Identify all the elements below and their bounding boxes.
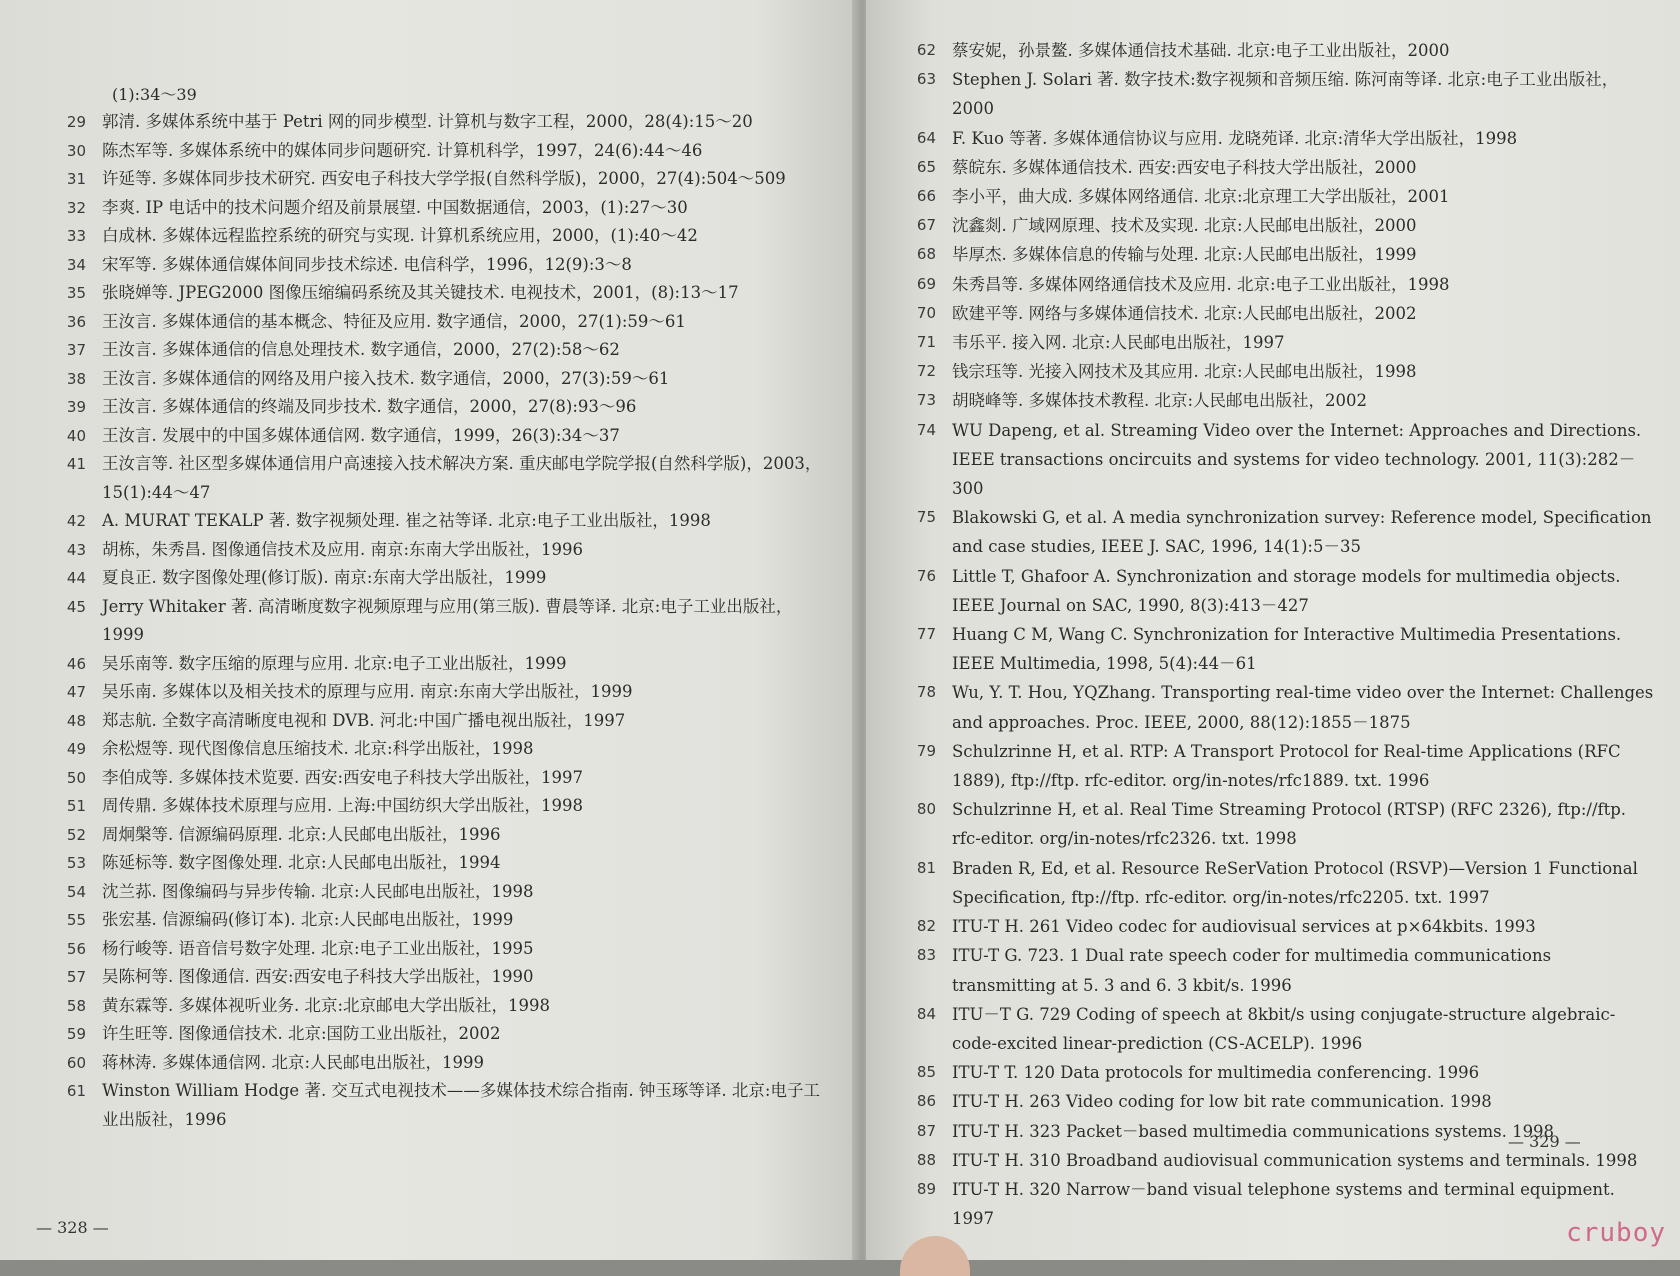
reference-item (30, 935, 828, 964)
reference-text: 李伯成等. 多媒体技术览要. 西安:西安电子科技大学出版社，1997 (102, 767, 584, 787)
reference-item (888, 240, 1660, 269)
reference-number: 73 (916, 391, 936, 410)
reference-item (30, 393, 828, 422)
reference-number: 57 (66, 968, 86, 986)
reference-number: 47 (66, 683, 86, 701)
reference-text: 吴乐南等. 数字压缩的原理与应用. 北京:电子工业出版社，1999 (102, 653, 567, 673)
reference-item (30, 735, 828, 764)
reference-text: 王汝言. 发展中的中国多媒体通信网. 数字通信，1999，26(3):34～37 (102, 425, 620, 445)
reference-number: 74 (916, 420, 936, 439)
reference-item (888, 124, 1660, 153)
reference-number: 72 (916, 362, 936, 381)
reference-text: 沈兰荪. 图像编码与异步传输. 北京:人民邮电出版社，1998 (102, 881, 534, 901)
reference-text: Little T, Ghafoor A. Synchronization and storage models for multimedia objects. IEEE Journal on SAC, 1990, 8(3):413－427 (952, 566, 1621, 615)
reference-number: 77 (916, 625, 936, 644)
reference-number: 67 (916, 216, 936, 235)
reference-number: 63 (916, 70, 936, 89)
reference-item (888, 854, 1660, 912)
reference-text: 宋军等. 多媒体通信媒体间同步技术综述. 电信科学，1996，12(9):3～8 (102, 254, 632, 274)
reference-item (888, 153, 1660, 182)
reference-text: Winston William Hodge 著. 交互式电视技术——多媒体技术综合指南. 钟玉琢等译. 北京:电子工业出版社，1996 (102, 1081, 820, 1129)
reference-number: 42 (66, 512, 86, 530)
reference-number: 38 (66, 369, 86, 388)
reference-text: 王汝言. 多媒体通信的信息处理技术. 数字通信，2000，27(2):58～62 (102, 340, 620, 359)
reference-item (30, 1077, 828, 1134)
reference-number: 61 (66, 1082, 86, 1100)
reference-number: 45 (66, 597, 86, 616)
reference-number: 62 (916, 41, 936, 59)
reference-number: 66 (916, 187, 936, 206)
reference-text: 钱宗珏等. 光接入网技术及其应用. 北京:人民邮电出版社，1998 (952, 362, 1417, 382)
reference-text: ITU-T H. 263 Video coding for low bit rate communication. 1998 (952, 1092, 1492, 1112)
reference-item (30, 564, 828, 593)
reference-text: 吴陈柯等. 图像通信. 西安:西安电子科技大学出版社，1990 (102, 967, 534, 986)
reference-text: 欧建平等. 网络与多媒体通信技术. 北京:人民邮电出版社，2002 (952, 303, 1417, 323)
reference-number: 46 (66, 654, 86, 673)
reference-number: 59 (66, 1025, 86, 1043)
reference-number: 70 (916, 303, 936, 322)
reference-item (888, 357, 1660, 386)
reference-number: 35 (66, 284, 86, 302)
left-reference-list (30, 108, 828, 1134)
reference-item (30, 1020, 828, 1049)
reference-text: 黄东霖等. 多媒体视听业务. 北京:北京邮电大学出版社，1998 (102, 995, 551, 1015)
reference-text: 朱秀昌等. 多媒体网络通信技术及应用. 北京:电子工业出版社，1998 (952, 274, 1450, 294)
reference-number: 55 (66, 911, 86, 929)
reference-text: 许延等. 多媒体同步技术研究. 西安电子科技大学学报(自然科学版)，2000，27(4):504～509 (102, 169, 786, 188)
reference-text: ITU-T H. 323 Packet－based multimedia communications systems. 1998 (952, 1121, 1555, 1141)
reference-item (30, 678, 828, 707)
reference-text: Blakowski G, et al. A media synchronization survey: Reference model, Specification and case studies, IEEE J. SAC, 1996, 14(1):5－35 (952, 508, 1652, 557)
reference-item (30, 849, 828, 878)
reference-item (30, 336, 828, 365)
reference-text: 吴乐南. 多媒体以及相关技术的原理与应用. 南京:东南大学出版社，1999 (102, 682, 633, 701)
reference-text: ITU-T G. 723. 1 Dual rate speech coder for multimedia communications transmitting at 5. 3 and 6. 3 kbit/s. 1996 (952, 946, 1552, 995)
reference-number: 88 (916, 1150, 936, 1169)
reference-text: 蔡皖东. 多媒体通信技术. 西安:西安电子科技大学出版社，2000 (952, 157, 1417, 177)
reference-number: 64 (916, 128, 936, 147)
reference-text: ITU-T H. 310 Broadband audiovisual communication systems and terminals. 1998 (952, 1150, 1638, 1170)
reference-item (30, 821, 828, 850)
reference-number: 34 (66, 255, 86, 274)
reference-item (888, 941, 1660, 999)
reference-number: 31 (66, 170, 86, 188)
reference-item (888, 299, 1660, 328)
reference-text: F. Kuo 等著. 多媒体通信协议与应用. 龙晓苑译. 北京:清华大学出版社，1998 (952, 128, 1518, 148)
reference-number: 86 (916, 1092, 936, 1111)
reference-number: 49 (66, 740, 86, 758)
reference-item (30, 764, 828, 793)
reference-text: ITU－T G. 729 Coding of speech at 8kbit/s using conjugate-structure algebraic-code-excited linear-prediction (CS-ACELP). 1996 (952, 1004, 1616, 1053)
reference-number: 82 (916, 917, 936, 936)
reference-item (888, 182, 1660, 211)
right-page-number: — 329 — (1508, 1132, 1581, 1151)
reference-item (888, 562, 1660, 620)
reference-number: 81 (916, 858, 936, 877)
reference-item (30, 992, 828, 1021)
reference-item (30, 165, 828, 194)
reference-number: 39 (66, 398, 86, 416)
reference-text: 王汝言等. 社区型多媒体通信用户高速接入技术解决方案. 重庆邮电学院学报(自然科学版)，2003，15(1):44～47 (102, 454, 822, 502)
reference-item (888, 328, 1660, 357)
left-page-number: — 328 — (36, 1218, 109, 1237)
reference-text: 王汝言. 多媒体通信的终端及同步技术. 数字通信，2000，27(8):93～96 (102, 397, 637, 416)
reference-text: 许生旺等. 图像通信技术. 北京:国防工业出版社，2002 (102, 1024, 501, 1043)
reference-number: 51 (66, 797, 86, 815)
reference-item (30, 308, 828, 337)
reference-item (888, 503, 1660, 561)
reference-text: 李小平，曲大成. 多媒体网络通信. 北京:北京理工大学出版社，2001 (952, 187, 1450, 207)
reference-text: Jerry Whitaker 著. 高清晰度数字视频原理与应用(第三版). 曹晨等译. 北京:电子工业出版社，1999 (102, 596, 793, 644)
reference-number: 60 (66, 1053, 86, 1072)
reference-item (30, 194, 828, 223)
reference-number: 87 (916, 1121, 936, 1140)
reference-text: ITU-T H. 320 Narrow－band visual telephone systems and terminal equipment. 1997 (952, 1179, 1615, 1229)
reference-number: 30 (66, 141, 86, 160)
reference-number: 54 (66, 882, 86, 901)
reference-text: 李爽. IP 电话中的技术问题介绍及前景展望. 中国数据通信，2003，(1):27～30 (102, 197, 688, 217)
reference-item (30, 792, 828, 821)
reference-number: 56 (66, 939, 86, 958)
reference-item (888, 65, 1660, 123)
reference-text: 夏良正. 数字图像处理(修订版). 南京:东南大学出版社，1999 (102, 568, 547, 587)
reference-number: 83 (916, 946, 936, 965)
reference-text: 蔡安妮，孙景鳌. 多媒体通信技术基础. 北京:电子工业出版社，2000 (952, 41, 1450, 60)
reference-number: 75 (916, 508, 936, 527)
reference-item (30, 507, 828, 536)
reference-number: 29 (66, 113, 86, 131)
reference-text: 余松煜等. 现代图像信息压缩技术. 北京:科学出版社，1998 (102, 739, 534, 758)
reference-number: 71 (916, 333, 936, 352)
reference-number: 43 (66, 540, 86, 559)
reference-item (30, 650, 828, 679)
reference-item (30, 536, 828, 565)
reference-item (30, 906, 828, 935)
reference-number: 78 (916, 683, 936, 702)
reference-text: 杨行峻等. 语音信号数字处理. 北京:电子工业出版社，1995 (102, 938, 534, 958)
reference-text: A. MURAT TEKALP 著. 数字视频处理. 崔之祜等译. 北京:电子工业出版社，1998 (102, 511, 711, 530)
reference-item (30, 279, 828, 308)
reference-item (888, 912, 1660, 941)
reference-text: 王汝言. 多媒体通信的基本概念、特征及应用. 数字通信，2000，27(1):59～61 (102, 311, 686, 331)
reference-text: 沈鑫剡. 广域网原理、技术及实现. 北京:人民邮电出版社，2000 (952, 216, 1417, 236)
reference-number: 68 (916, 245, 936, 264)
reference-number: 50 (66, 768, 86, 787)
reference-number: 84 (916, 1004, 936, 1023)
reference-number: 40 (66, 426, 86, 445)
reference-item (30, 963, 828, 992)
reference-item (888, 795, 1660, 853)
reference-number: 48 (66, 711, 86, 730)
reference-text: 郭清. 多媒体系统中基于 Petri 网的同步模型. 计算机与数字工程，2000，28(4):15～20 (102, 112, 753, 131)
reference-text: Schulzrinne H, et al. RTP: A Transport Protocol for Real-time Applications (RFC 1889), ftp://ftp. rfc-editor. org/in-notes/rfc1889. txt. 1996 (952, 741, 1621, 791)
reference-item (888, 211, 1660, 240)
reference-text: Huang C M, Wang C. Synchronization for Interactive Multimedia Presentations. IEEE Multimedia, 1998, 5(4):44－61 (952, 625, 1622, 674)
reference-text: 周传鼎. 多媒体技术原理与应用. 上海:中国纺织大学出版社，1998 (102, 796, 584, 815)
reference-item (30, 137, 828, 166)
reference-item (888, 678, 1660, 736)
reference-item (30, 108, 828, 137)
reference-number: 32 (66, 198, 86, 217)
reference-text: 陈延标等. 数字图像处理. 北京:人民邮电出版社，1994 (102, 853, 501, 872)
reference-item (30, 1049, 828, 1078)
reference-item (888, 1000, 1660, 1058)
reference-text: ITU-T H. 261 Video codec for audiovisual services at p×64kbits. 1993 (952, 917, 1536, 937)
reference-number: 80 (916, 800, 936, 819)
reference-text: Braden R, Ed, et al. Resource ReSerVation Protocol (RSVP)—Version 1 Functional Specification, ftp://ftp. rfc-editor. org/in-notes/rfc2205. txt. 1997 (952, 858, 1638, 907)
reference-text: 张晓婵等. JPEG2000 图像压缩编码系统及其关键技术. 电视技术，2001，(8):13～17 (102, 283, 739, 302)
reference-number: 41 (66, 455, 86, 473)
reference-item (888, 1087, 1660, 1116)
reference-number: 65 (916, 157, 936, 176)
right-page (866, 0, 1680, 1260)
reference-number: 76 (916, 566, 936, 585)
reference-text: ITU-T T. 120 Data protocols for multimedia conferencing. 1996 (952, 1063, 1480, 1083)
reference-text: Stephen J. Solari 著. 数字技术:数字视频和音频压缩. 陈河南等译. 北京:电子工业出版社，2000 (952, 70, 1619, 119)
reference-text: 胡栋，朱秀昌. 图像通信技术及应用. 南京:东南大学出版社，1996 (102, 539, 584, 559)
reference-text: 陈杰军等. 多媒体系统中的媒体同步问题研究. 计算机科学，1997，24(6):44～46 (102, 140, 703, 160)
reference-text: 郑志航. 全数字高清晰度电视和 DVB. 河北:中国广播电视出版社，1997 (102, 710, 626, 730)
right-reference-list (888, 36, 1660, 1233)
reference-number: 69 (916, 274, 936, 293)
reference-text: 蒋林涛. 多媒体通信网. 北京:人民邮电出版社，1999 (102, 1052, 485, 1072)
reference-text: Wu, Y. T. Hou, YQZhang. Transporting real-time video over the Internet: Challenges and approaches. Proc. IEEE, 2000, 88(12):1855－1875 (952, 683, 1654, 732)
reference-text: Schulzrinne H, et al. Real Time Streaming Protocol (RTSP) (RFC 2326), ftp://ftp. rfc-editor. org/in-notes/rfc2326. txt. 1998 (952, 800, 1627, 849)
continuation-line: (1):34～39 (112, 85, 197, 104)
reference-item (888, 270, 1660, 299)
reference-item (888, 386, 1660, 415)
reference-item (30, 450, 828, 507)
reference-item (30, 593, 828, 650)
reference-item (30, 878, 828, 907)
reference-text: 王汝言. 多媒体通信的网络及用户接入技术. 数字通信，2000，27(3):59～61 (102, 368, 670, 388)
reference-item (888, 416, 1660, 504)
reference-item (30, 251, 828, 280)
reference-number: 36 (66, 312, 86, 331)
reference-text: 张宏基. 信源编码(修订本). 北京:人民邮电出版社，1999 (102, 910, 514, 929)
reference-item (888, 36, 1660, 65)
reference-number: 52 (66, 825, 86, 844)
reference-number: 85 (916, 1063, 936, 1082)
watermark-text: cruboy (1566, 1218, 1666, 1248)
reference-item (30, 422, 828, 451)
reference-item (888, 1175, 1660, 1233)
reference-number: 37 (66, 341, 86, 359)
reference-item (888, 737, 1660, 795)
reference-text: 胡晓峰等. 多媒体技术教程. 北京:人民邮电出版社，2002 (952, 391, 1368, 411)
reference-item (30, 365, 828, 394)
reference-number: 33 (66, 227, 86, 245)
reference-text: 韦乐平. 接入网. 北京:人民邮电出版社，1997 (952, 333, 1285, 353)
reference-number: 53 (66, 854, 86, 872)
reference-item (888, 1058, 1660, 1087)
reference-item (888, 620, 1660, 678)
reference-text: WU Dapeng, et al. Streaming Video over the Internet: Approaches and Directions. IEEE transactions oncircuits and systems for video technology. 2001, 11(3):282－300 (952, 420, 1642, 499)
reference-text: 周炯槃等. 信源编码原理. 北京:人民邮电出版社，1996 (102, 824, 501, 844)
reference-text: 白成林. 多媒体远程监控系统的研究与实现. 计算机系统应用，2000，(1):40～42 (102, 226, 698, 245)
reference-number: 44 (66, 569, 86, 587)
reference-number: 58 (66, 996, 86, 1015)
reference-text: 毕厚杰. 多媒体信息的传输与处理. 北京:人民邮电出版社，1999 (952, 245, 1417, 265)
reference-item (30, 707, 828, 736)
reference-number: 89 (916, 1179, 936, 1198)
reference-number: 79 (916, 741, 936, 760)
reference-item (30, 222, 828, 251)
